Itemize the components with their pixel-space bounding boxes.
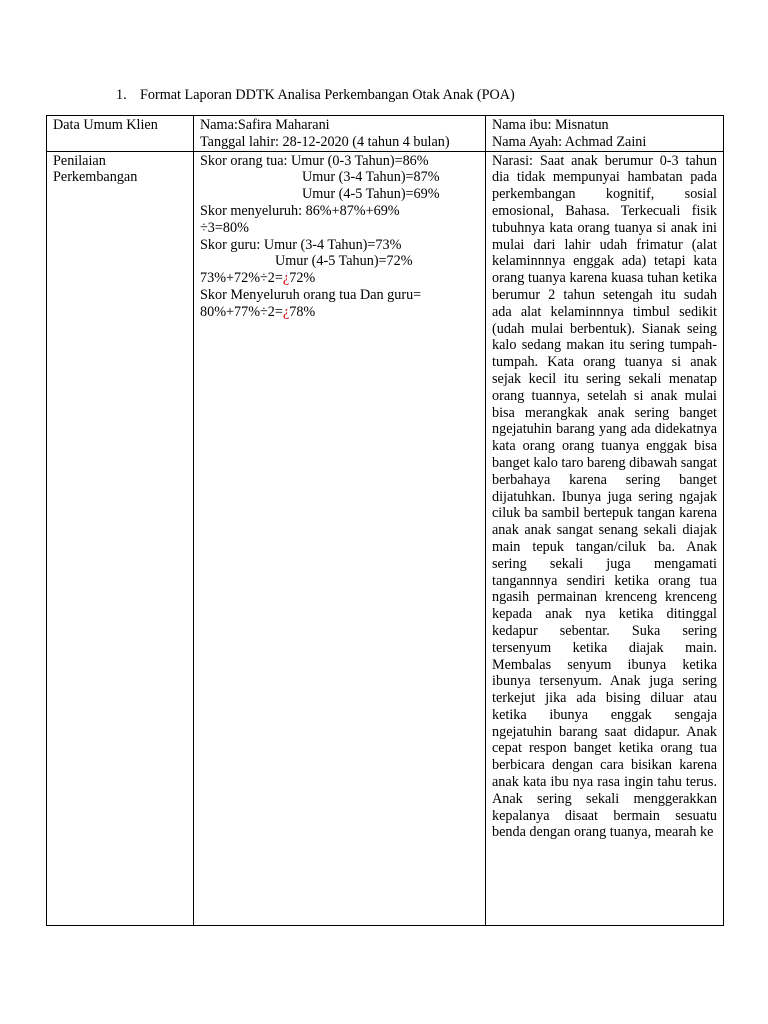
calc-error-glyph: ¿ bbox=[282, 303, 290, 320]
cell-label-data-umum bbox=[47, 116, 194, 152]
child-name: Nama:Safira Maharani bbox=[200, 117, 330, 133]
calc-expression: 80%+77%÷2= bbox=[200, 303, 283, 320]
cell-child-info bbox=[194, 116, 486, 152]
score-teacher-4-5: Umur (4-5 Tahun)=72% bbox=[275, 253, 413, 270]
calc-result: 72% bbox=[289, 270, 316, 287]
score-parent-3-4: Umur (3-4 Tahun)=87% bbox=[302, 169, 440, 186]
score-parent: Skor orang tua: Umur (0-3 Tahun)=86% bbox=[200, 152, 429, 169]
score-combined-calc bbox=[200, 304, 479, 321]
father-name: Nama Ayah: Achmad Zaini bbox=[492, 133, 647, 150]
child-birthdate: Tanggal lahir: 28-12-2020 (4 tahun 4 bulan) bbox=[200, 133, 450, 150]
penilaian-label-2: Perkembangan bbox=[53, 169, 138, 186]
table-row-penilaian bbox=[47, 151, 724, 925]
poa-table bbox=[46, 115, 724, 926]
penilaian-label-1: Penilaian bbox=[53, 152, 106, 169]
cell-label-penilaian bbox=[47, 151, 194, 925]
list-number: 1. bbox=[116, 87, 127, 103]
score-overall: Skor menyeluruh: 86%+87%+69% bbox=[200, 202, 400, 219]
score-teacher-calc bbox=[200, 270, 479, 287]
cell-narrative bbox=[486, 151, 724, 925]
table-row-data-umum bbox=[47, 116, 724, 152]
narrative-text: Narasi: Saat anak berumur 0-3 tahun dia tidak mempunyai hambatan pada perkembangan kognitif, sosial emosional, Bahasa. Terkecuali fisik tubuhnya kata orang tuanya si anak ini mulai dari lahir udah frimatur (alat kelaminnnya enggak ada) tetapi kata orang tuanya karena kuasa tuhan ketika berumur 2 tahun setengah itu sudah ada alat kelaminnnya timbul sedikit (udah mulai berbentuk). Sianak seing kalo sedang makan itu sering tumpah-tumpah. Kata orang tuanya si anak sejak kecil itu sering sekali menatap orang tuannya, setelah si anak mulai bisa merangkak anak sering banget ngejatuhin barang yang ada didekatnya kata orang orang tuanya enggak bisa banget kalo taro bareng dibawah sangat berbahaya karena sering banget dijatuhkan. Ibunya juga sering ngajak ciluk ba sambil bertepuk tangan karena anak anak sangat senang sekali diajak main tepuk tangan/ciluk ba. Anak sering sekali juga mengamati tangannnya sendiri ketika orang tua ngasih permainan krenceng krenceng kepada anak nya ketika ditinggal kedapur sebentar. Suka sering tersenyum ketika diajak main. Membalas senyum ibunya ketika ibunya tersenyum. Anak juga sering terkejut jika ada bising diluar atau ketika ibunya enggak sengaja ngejatuhin barang saat didapur. Anak cepat respon banget ketika orang tua berbicara dengan cara bisikan karena anak kata ibu nya rasa ingin tahu terus. Anak sering sekali menggerakkan kepalanya disaat bermain sesuatu benda dengan orang tuanya, mearah ke bbox=[492, 152, 717, 841]
score-overall-result: ÷3=80% bbox=[200, 219, 249, 236]
data-umum-label: Data Umum Klien bbox=[53, 117, 158, 133]
calc-error-glyph: ¿ bbox=[282, 270, 290, 287]
page-title bbox=[116, 87, 515, 104]
cell-scores bbox=[194, 151, 486, 925]
score-combined: Skor Menyeluruh orang tua Dan guru= bbox=[200, 286, 422, 303]
score-teacher: Skor guru: Umur (3-4 Tahun)=73% bbox=[200, 236, 402, 253]
title-text: Format Laporan DDTK Analisa Perkembangan Otak Anak (POA) bbox=[140, 87, 515, 103]
calc-expression: 73%+72%÷2= bbox=[200, 270, 283, 287]
mother-name: Nama ibu: Misnatun bbox=[492, 117, 609, 133]
cell-parent-info bbox=[486, 116, 724, 152]
calc-result: 78% bbox=[289, 303, 316, 320]
score-parent-4-5: Umur (4-5 Tahun)=69% bbox=[302, 186, 440, 203]
